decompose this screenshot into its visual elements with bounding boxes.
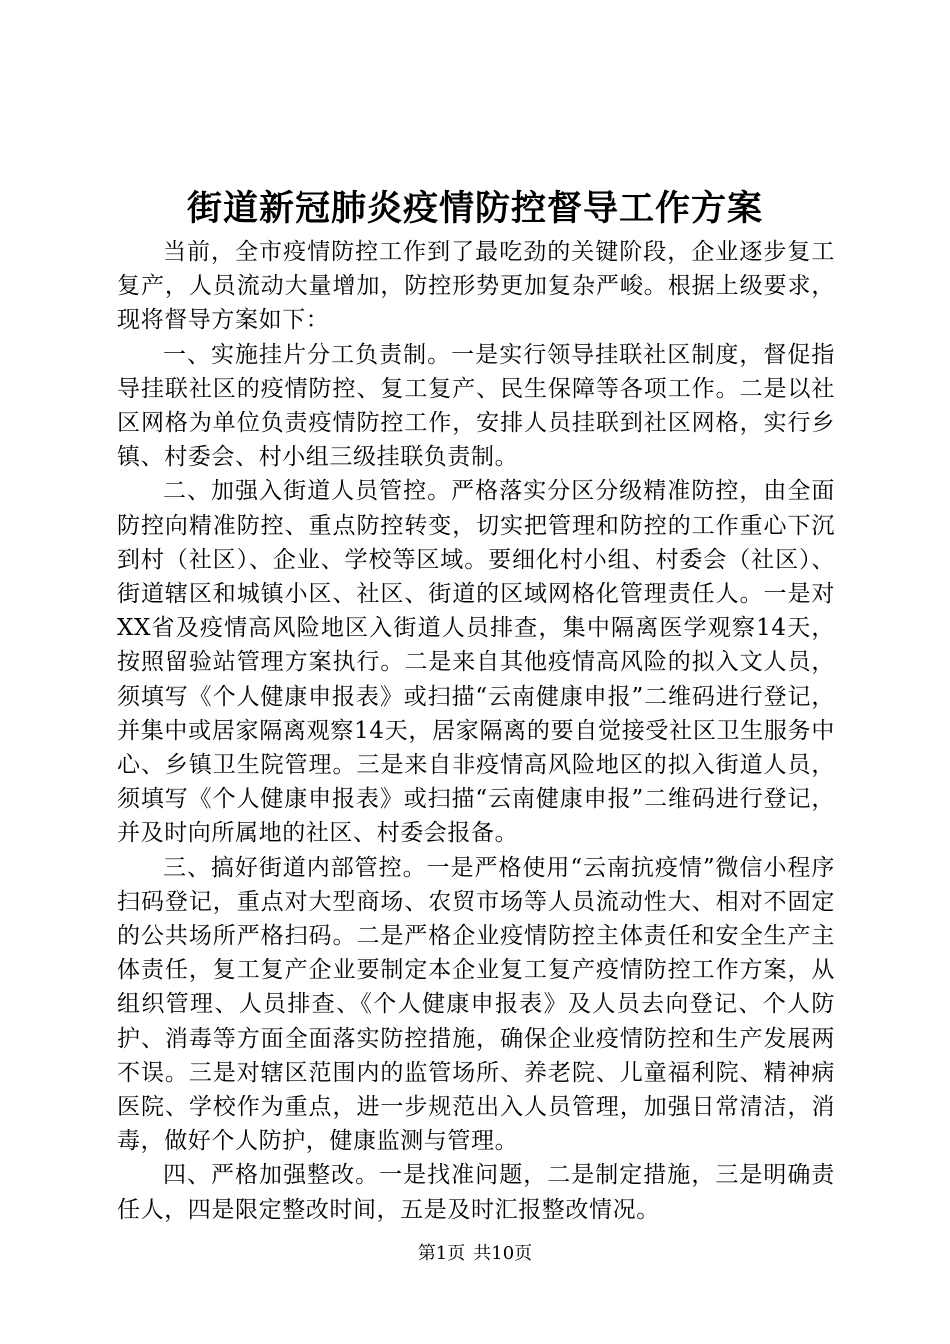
paragraph-section-4: 四、严格加强整改。一是找准问题，二是制定措施，三是明确责任人，四是限定整改时间，五是及时汇报整改情况。 [117, 1162, 835, 1223]
page-footer [0, 1242, 950, 1266]
page-total: 共10页 [473, 1243, 533, 1264]
paragraph-section-2: 二、加强入街道人员管控。严格落实分区分级精准防控，由全面防控向精准防控、重点防控转变，切实把管理和防控的工作重心下沉到村（社区）、企业、学校等区域。要细化村小组、村委会（社区）、街道辖区和城镇小区、社区、街道的区域网格化管理责任人。一是对XX省及疫情高风险地区入街道人员排查，集中隔离医学观察14天，按照留验站管理方案执行。二是来自其他疫情高风险的拟入文人员，须填写《个人健康申报表》或扫描“云南健康申报”二维码进行登记，并集中或居家隔离观察14天，居家隔离的要自觉接受社区卫生服务中心、乡镇卫生院管理。三是来自非疫情高风险地区的拟入街道人员，须填写《个人健康申报表》或扫描“云南健康申报”二维码进行登记，并及时向所属地的社区、村委会报备。 [117, 478, 835, 847]
document-title: 街道新冠肺炎疫情防控督导工作方案 [186, 188, 763, 229]
paragraph-section-3: 三、搞好街道内部管控。一是严格使用“云南抗疫情”微信小程序扫码登记，重点对大型商场、农贸市场等人员流动性大、相对不固定的公共场所严格扫码。二是严格企业疫情防控主体责任和安全生产主体责任，复工复产企业要制定本企业复工复产疫情防控工作方案，从组织管理、人员排查、《个人健康申报表》及人员去向登记、个人防护、消毒等方面全面落实防控措施，确保企业疫情防控和生产发展两不误。三是对辖区范围内的监管场所、养老院、儿童福利院、精神病医院、学校作为重点，进一步规范出入人员管理，加强日常清洁，消毒，做好个人防护，健康监测与管理。 [117, 854, 835, 1155]
document-body [117, 235, 835, 1227]
paragraph-section-1: 一、实施挂片分工负责制。一是实行领导挂联社区制度，督促指导挂联社区的疫情防控、复工复产、民生保障等各项工作。二是以社区网格为单位负责疫情防控工作，安排人员挂联到社区网格，实行乡镇、村委会、村小组三级挂联负责制。 [117, 341, 835, 471]
page-number: 第1页 [417, 1243, 466, 1264]
paragraph-intro: 当前，全市疫情防控工作到了最吃劲的关键阶段，企业逐步复工复产，人员流动大量增加，防控形势更加复杂严峻。根据上级要求，现将督导方案如下： [117, 239, 835, 334]
